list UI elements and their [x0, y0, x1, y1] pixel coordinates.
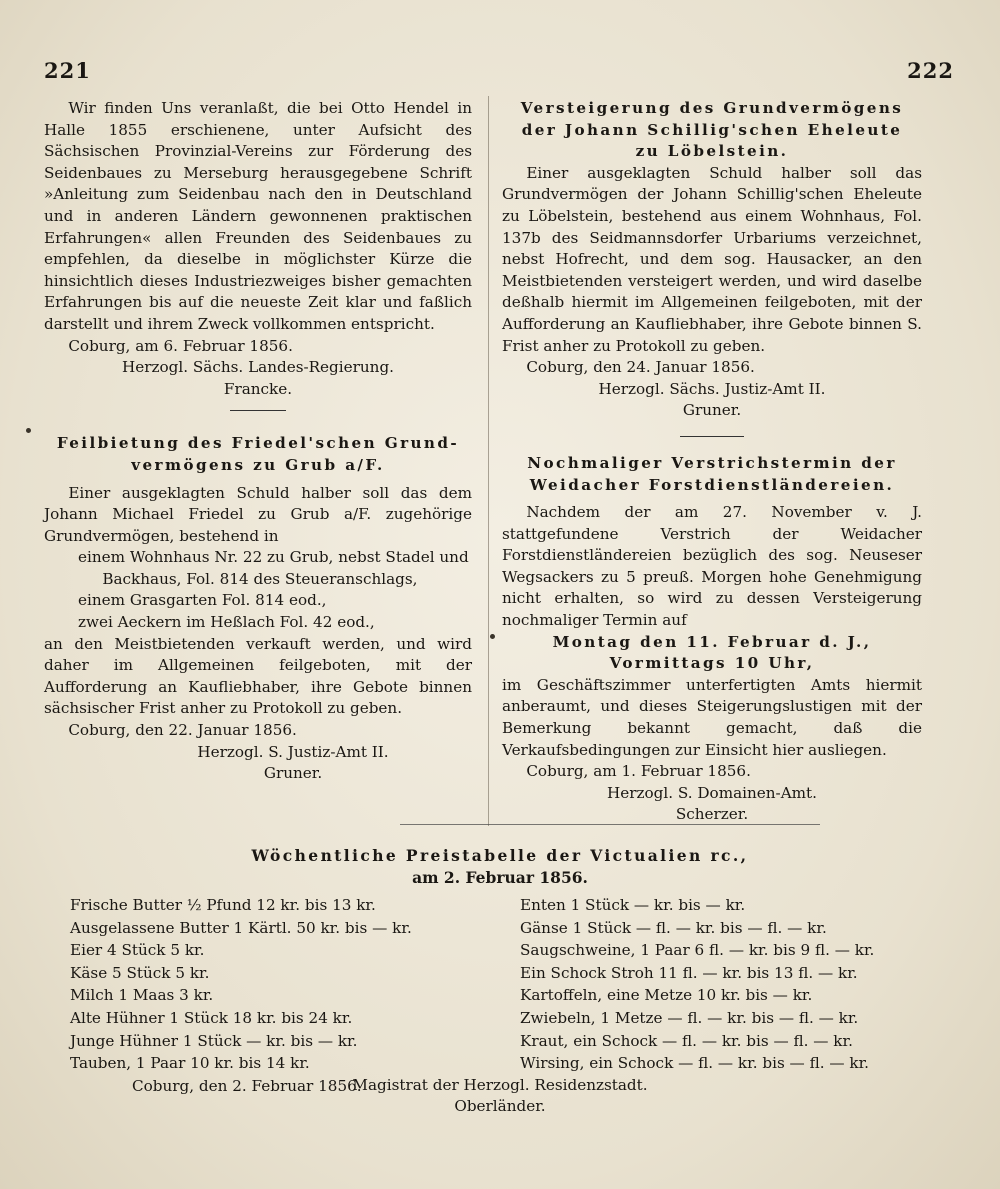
property-list	[78, 547, 472, 633]
price-place-date: Coburg, den 2. Februar 1856.	[132, 1076, 362, 1095]
print-mark	[490, 634, 495, 639]
notice-title: Feilbietung des Friedel'schen Grund-	[56, 434, 460, 453]
price-table-signer: Oberländer.	[454, 1097, 546, 1115]
price-item: Zwiebeln, 1 Metze — fl. — kr. bis — fl. — kr.	[520, 1008, 859, 1027]
section-rule	[230, 410, 286, 411]
page-number-left: 221	[44, 58, 91, 83]
price-item: Enten 1 Stück — kr. bis — kr.	[520, 896, 746, 914]
price-item: Ein Schock Stroh 11 fl. — kr. bis 13 fl. — kr.	[520, 963, 858, 982]
notice-body: Einer ausgeklagten Schuld halber soll das Grundvermögen der Johann Schillig'schen Eheleute zu Löbelstein, bestehend aus einem Wohnhaus, Fol. 137b des Seidmannsdorfer Urbariums verzeichnet, nebst Hofrecht, und dem sog. Hausacker, an den Meistbietenden versteigert werden, und wird daselbe deßhalb hiermit im Allgemeinen feilgeboten, mit der Aufforderung an Kaufliebhaber, ihre Gebote binnen S. Frist anher zu Protokoll zu geben.	[502, 163, 922, 355]
notice-authority: Herzogl. S. Justiz-Amt II.	[197, 742, 389, 761]
notice-intro: Einer ausgeklagten Schuld halber soll das dem Johann Michael Friedel zu Grub a/F. zugehörige Grundvermögen, bestehend in	[44, 483, 472, 545]
notice-signer: Scherzer.	[675, 805, 749, 824]
price-table-date: am 2. Februar 1856.	[412, 868, 588, 887]
notice-authority: Herzogl. Sächs. Landes-Regierung.	[122, 358, 394, 377]
right-column	[502, 98, 922, 826]
notice-body: Wir finden Uns veranlaßt, die bei Otto Hendel in Halle 1855 erschienene, unter Aufsicht des Sächsischen Provinzial-Vereins zur Förderung des Seidenbaues zu Merseburg herausgegebene Schrift »Anleitung zum Seidenbau nach den in Deutschland und in anderen Ländern gewonnenen praktischen Erfahrungen« allen Freunden des Seidenbaues zu empfehlen, da dieselbe in möglichster Kürze die hinsichtlich dieses Industriezweiges bisher gemachten Erfahrungen bis auf die neueste Zeit klar und faßlich darstellt und ihrem Zweck vollkommen entspricht.	[44, 99, 472, 333]
left-column	[44, 98, 472, 785]
notice-place-date: Coburg, am 1. Februar 1856.	[526, 762, 751, 781]
price-list-left	[70, 894, 490, 1097]
notice-title: der Johann Schillig'schen Eheleute	[521, 120, 903, 139]
notice-authority: Herzogl. Sächs. Justiz-Amt II.	[598, 379, 826, 398]
property-item: zwei Aeckern im Heßlach Fol. 42 eod.,	[78, 613, 375, 632]
price-item: Saugschweine, 1 Paar 6 fl. — kr. bis 9 fl. — kr.	[520, 941, 875, 960]
notice-time-line: Vormittags 10 Uhr,	[609, 654, 815, 673]
price-item: Wirsing, ein Schock — fl. — kr. bis — fl. — kr.	[520, 1054, 869, 1073]
price-item: Gänse 1 Stück — fl. — kr. bis — fl. — kr.	[520, 918, 827, 937]
notice-signer: Gruner.	[263, 764, 323, 783]
notice-title: Weidacher Forstdienstländereien.	[529, 475, 895, 494]
notice-friedel-auction	[44, 433, 472, 785]
notice-authority: Herzogl. S. Domainen-Amt.	[606, 783, 817, 802]
property-item: einem Grasgarten Fol. 814 eod.,	[78, 591, 327, 610]
notice-place-date: Coburg, den 22. Januar 1856.	[68, 721, 297, 740]
price-table-title: Wöchentliche Preistabelle der Victualien rc.,	[251, 846, 749, 865]
notice-silk-cultivation	[44, 98, 472, 400]
price-item: Eier 4 Stück 5 kr.	[70, 941, 205, 960]
price-item: Alte Hühner 1 Stück 18 kr. bis 24 kr.	[70, 1008, 353, 1027]
price-item: Käse 5 Stück 5 kr.	[70, 963, 210, 982]
notice-title: vermögens zu Grub a/F.	[131, 455, 385, 474]
print-mark	[26, 428, 31, 433]
column-divider	[488, 96, 489, 826]
price-list-right	[520, 894, 940, 1075]
price-table-rule	[400, 824, 820, 825]
price-item: Junge Hühner 1 Stück — kr. bis — kr.	[70, 1031, 358, 1050]
price-item: Milch 1 Maas 3 kr.	[70, 986, 214, 1005]
notice-weidach-forest	[502, 453, 922, 826]
price-item: Kraut, ein Schock — fl. — kr. bis — fl. — kr.	[520, 1031, 853, 1050]
notice-date-line: Montag den 11. Februar d. J.,	[552, 632, 872, 651]
notice-place-date: Coburg, am 6. Februar 1856.	[68, 336, 293, 355]
price-table-authority: Magistrat der Herzogl. Residenzstadt.	[352, 1076, 648, 1094]
price-item: Frische Butter ½ Pfund 12 kr. bis 13 kr.	[70, 896, 376, 914]
notice-title: Nochmaliger Verstrichstermin der	[527, 453, 897, 472]
notice-place-date: Coburg, den 24. Januar 1856.	[526, 358, 755, 377]
notice-title: zu Löbelstein.	[635, 142, 789, 161]
notice-schillig-auction	[502, 98, 922, 422]
section-rule	[680, 436, 744, 437]
notice-body: im Geschäftszimmer unterfertigten Amts hiermit anberaumt, und dieses Steigerungslustigen mit der Bemerkung bekannt gemacht, daß die Verkaufsbedingungen zur Einsicht hier ausliegen.	[502, 675, 922, 759]
notice-body: an den Meistbietenden verkauft werden, und wird daher im Allgemeinen feilgeboten, mit der Aufforderung an Kaufliebhaber, ihre Gebote binnen sächsischer Frist anher zu Protokoll zu geben.	[44, 634, 472, 718]
notice-signer: Francke.	[223, 379, 293, 398]
price-item: Kartoffeln, eine Metze 10 kr. bis — kr.	[520, 986, 813, 1005]
notice-signer: Gruner.	[682, 401, 742, 420]
page-number-right: 222	[907, 58, 954, 83]
notice-body: Nachdem der am 27. November v. J. stattgefundene Verstrich der Weidacher Forstdienstländereien bezüglich des sog. Neuseser Wegsackers zu 5 preuß. Morgen hohe Genehmigung nicht erhalten, so wird zu dessen Versteigerung nochmaliger Termin auf	[502, 503, 922, 630]
price-item: Tauben, 1 Paar 10 kr. bis 14 kr.	[70, 1054, 310, 1073]
property-item: einem Wohnhaus Nr. 22 zu Grub, nebst Stadel und Backhaus, Fol. 814 des Steueranschlags,	[78, 548, 469, 588]
price-item: Ausgelassene Butter 1 Kärtl. 50 kr. bis — kr.	[70, 918, 412, 937]
notice-title: Versteigerung des Grundvermögens	[520, 99, 904, 117]
